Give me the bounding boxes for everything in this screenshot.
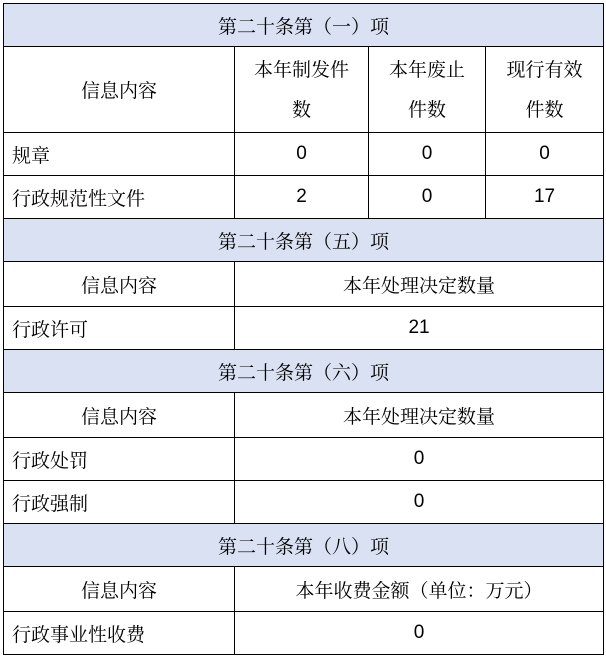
- cell-value: 0: [235, 133, 369, 176]
- row-label: 行政处罚: [4, 438, 235, 481]
- row-label: 规章: [4, 133, 235, 176]
- column-header-row: [4, 393, 604, 438]
- section-header-row: [4, 219, 604, 262]
- column-header-count: 本年处理决定数量: [235, 262, 604, 307]
- cell-value: 2: [235, 176, 369, 219]
- column-header-line: 现行有效: [506, 58, 583, 81]
- column-header-row: [4, 262, 604, 307]
- row-label: 行政规范性文件: [4, 176, 235, 219]
- cell-value: 0: [369, 133, 486, 176]
- table-row: [4, 307, 604, 350]
- column-header-row: [4, 567, 604, 612]
- cell-value: 0: [369, 176, 486, 219]
- column-header-amount: 本年收费金额（单位：万元）: [235, 567, 604, 612]
- column-header-count: 本年处理决定数量: [235, 393, 604, 438]
- column-header-line: 件数: [407, 98, 446, 121]
- column-header-issued: [235, 47, 369, 133]
- row-label: 行政强制: [4, 481, 235, 524]
- table-row: [4, 438, 604, 481]
- column-header-line: 本年制发件: [253, 58, 349, 81]
- cell-value: 0: [235, 481, 604, 524]
- row-label: 行政事业性收费: [4, 612, 235, 655]
- disclosure-table: [3, 3, 604, 655]
- column-header-info: 信息内容: [4, 567, 235, 612]
- section-header-row: [4, 350, 604, 393]
- column-header-line: 数: [291, 98, 311, 121]
- section-header: 第二十条第（五）项: [4, 219, 604, 262]
- column-header-info: 信息内容: [4, 393, 235, 438]
- cell-value: 0: [235, 438, 604, 481]
- cell-value: 0: [235, 612, 604, 655]
- cell-value: 21: [235, 307, 604, 350]
- section-header: 第二十条第（六）项: [4, 350, 604, 393]
- disclosure-table-page: [0, 3, 606, 658]
- column-header-info: 信息内容: [4, 47, 235, 133]
- section-header-row: [4, 524, 604, 567]
- table-row: [4, 481, 604, 524]
- section-header: 第二十条第（八）项: [4, 524, 604, 567]
- cell-value: 17: [486, 176, 604, 219]
- section-header: 第二十条第（一）项: [4, 4, 604, 47]
- table-row: [4, 133, 604, 176]
- section-header-row: [4, 4, 604, 47]
- table-row: [4, 612, 604, 655]
- column-header-line: 件数: [525, 98, 564, 121]
- table-row: [4, 176, 604, 219]
- column-header-repealed: [369, 47, 486, 133]
- column-header-row: [4, 47, 604, 133]
- cell-value: 0: [486, 133, 604, 176]
- column-header-effective: [486, 47, 604, 133]
- row-label: 行政许可: [4, 307, 235, 350]
- column-header-line: 本年废止: [388, 58, 465, 81]
- column-header-info: 信息内容: [4, 262, 235, 307]
